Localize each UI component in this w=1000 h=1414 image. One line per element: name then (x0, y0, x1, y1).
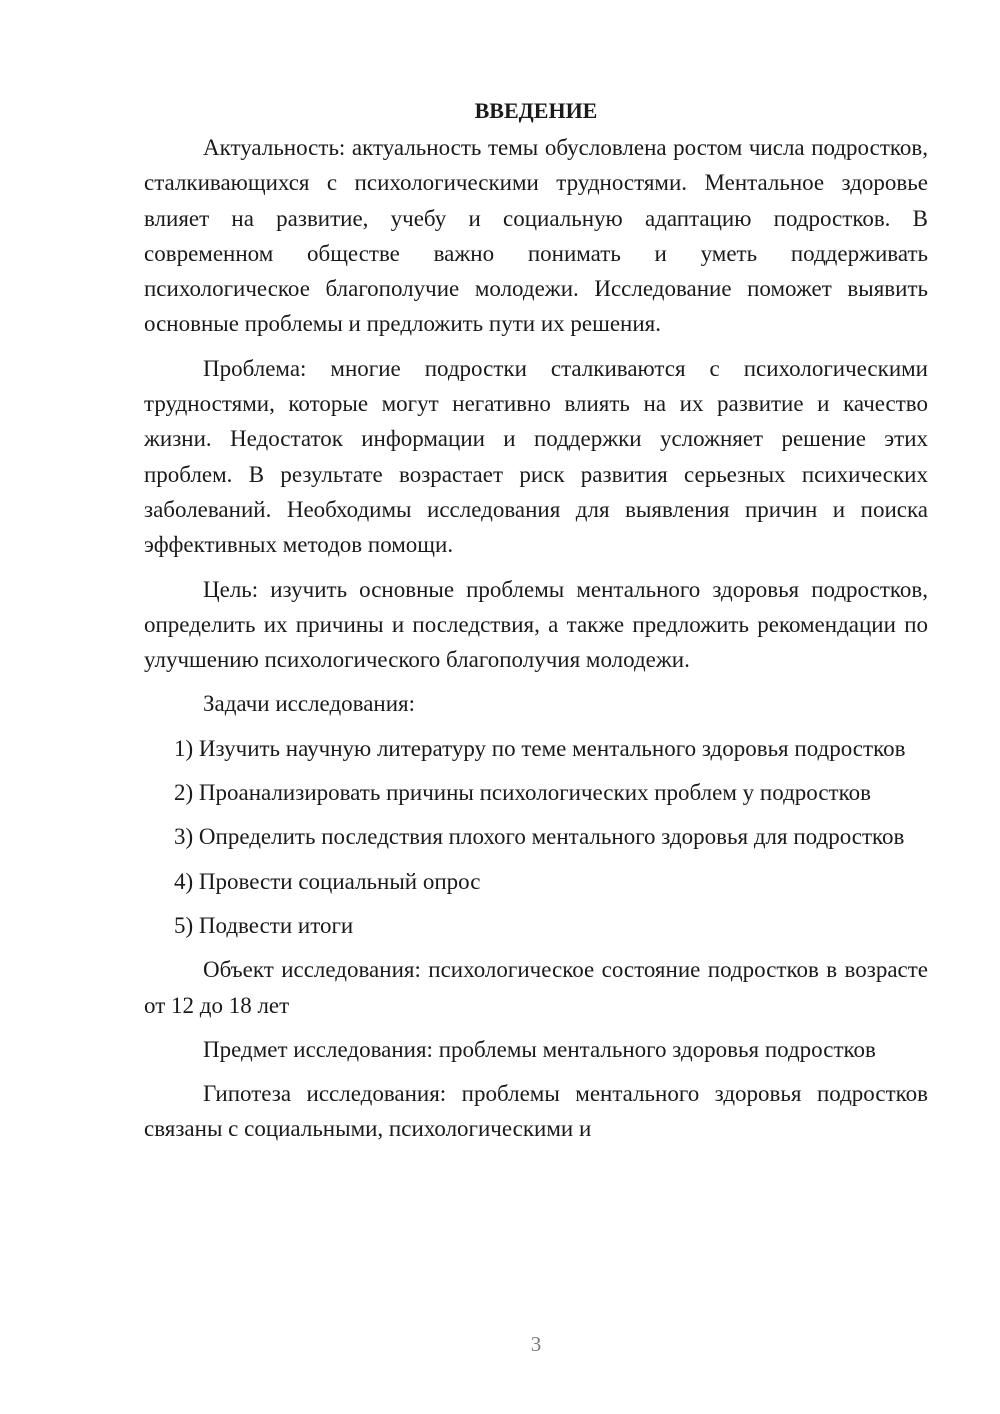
task-item: 5) Подвести итоги (174, 912, 354, 938)
task-item: 1) Изучить научную литературу по теме ментального здоровья подростков (174, 735, 906, 761)
task-item: 2) Проанализировать причины психологических проблем у подростков (174, 780, 871, 806)
tasks-intro: Задачи исследования: (203, 691, 416, 717)
subject-paragraph: Предмет исследования: проблемы ментального здоровья подростков (203, 1036, 876, 1062)
goal-paragraph: Цель: изучить основные проблемы ментального здоровья подростков, определить их причины и последствия, а также предложить рекомендации по улучшению психологического благополучия молодежи. (144, 576, 928, 673)
object-paragraph: Объект исследования: психологическое состояние подростков в возрасте от 12 до 18 лет (144, 957, 928, 1018)
page-number: 3 (530, 1332, 542, 1356)
relevance-paragraph: Актуальность: актуальность темы обусловлена ростом числа подростков, сталкивающихся с психологическими трудностями. Ментальное здоровье влияет на развитие, учебу и социальную адаптацию подростков. В современном обществе важно понимать и уметь поддерживать психологическое благополучие молодежи. Исследование поможет выявить основные проблемы и предложить пути их решения. (144, 135, 928, 337)
document-body (144, 96, 928, 1156)
task-item: 3) Определить последствия плохого ментального здоровья для подростков (174, 824, 905, 850)
problem-paragraph: Проблема: многие подростки сталкиваются с психологическими трудностями, которые могут негативно влиять на их развитие и качество жизни. Недостаток информации и поддержки усложняет решение этих проблем. В результате возрастает риск развития серьезных психических заболеваний. Необходимы исследования для выявления причин и поиска эффективных методов помощи. (144, 355, 928, 558)
task-item: 4) Провести социальный опрос (174, 868, 481, 894)
section-title: ВВЕДЕНИЕ (474, 98, 598, 123)
hypothesis-paragraph: Гипотеза исследования: проблемы ментального здоровья подростков связаны с социальными, психологическими и (144, 1081, 928, 1142)
